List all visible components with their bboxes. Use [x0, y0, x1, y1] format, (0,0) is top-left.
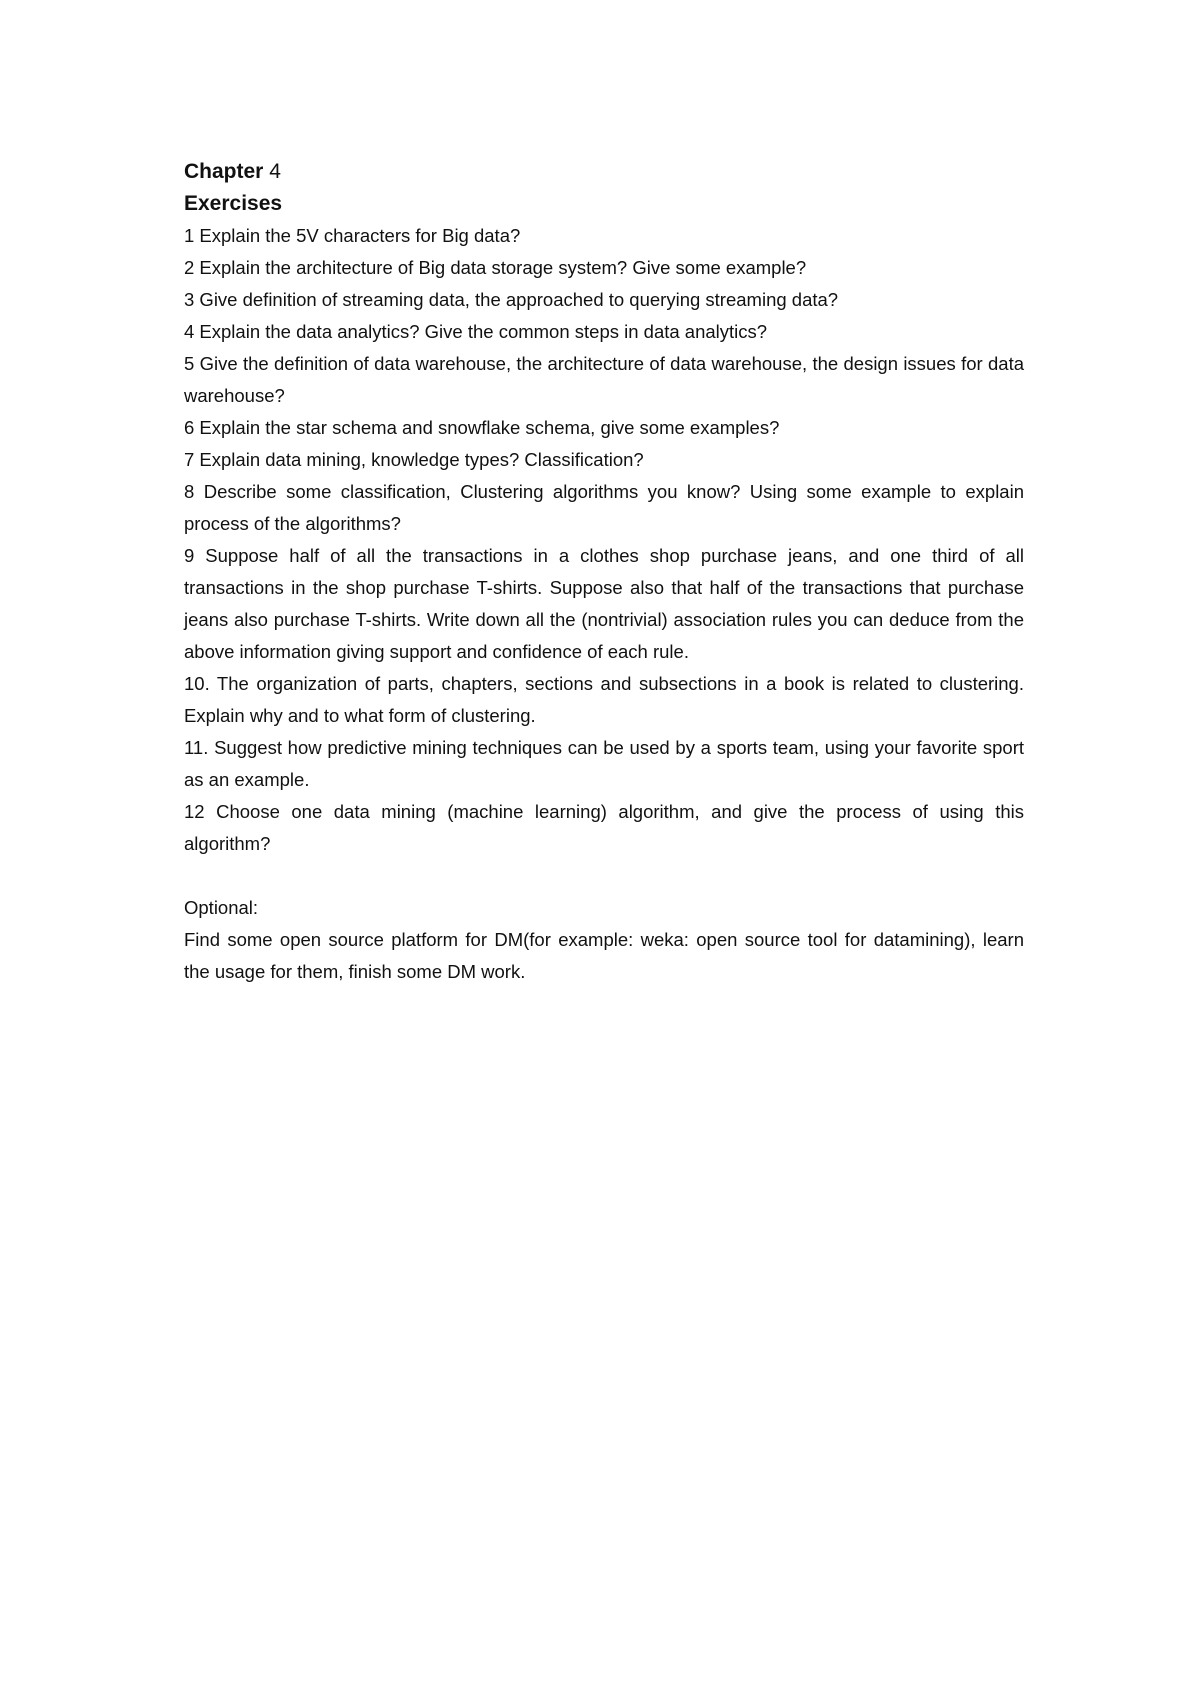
- spacer: [184, 860, 1024, 892]
- exercise-item: 7 Explain data mining, knowledge types? Classification?: [184, 449, 644, 470]
- exercise-item: 1 Explain the 5V characters for Big data?: [184, 225, 521, 246]
- exercise-item: 6 Explain the star schema and snowflake schema, give some examples?: [184, 417, 780, 438]
- chapter-heading: [184, 156, 1024, 188]
- chapter-number: 4: [269, 160, 281, 183]
- exercise-item: 3 Give definition of streaming data, the approached to querying streaming data?: [184, 289, 839, 310]
- optional-label: Optional:: [184, 897, 259, 918]
- chapter-word: Chapter: [184, 160, 264, 183]
- document-page: [184, 156, 1024, 988]
- exercise-item: 10. The organization of parts, chapters, sections and subsections in a book is related to clustering. Explain why and to what form of clustering.: [184, 673, 1024, 726]
- exercise-item: 8 Describe some classification, Clustering algorithms you know? Using some example to explain process of the algorithms?: [184, 481, 1024, 534]
- exercise-item: 2 Explain the architecture of Big data storage system? Give some example?: [184, 257, 807, 278]
- exercises-heading: Exercises: [184, 192, 283, 215]
- exercise-item: 12 Choose one data mining (machine learning) algorithm, and give the process of using this algorithm?: [184, 801, 1024, 854]
- exercise-item: 5 Give the definition of data warehouse, the architecture of data warehouse, the design issues for data warehouse?: [184, 353, 1024, 406]
- optional-text: Find some open source platform for DM(for example: weka: open source tool for datamining), learn the usage for them, finish some DM work.: [184, 929, 1024, 982]
- exercise-item: 11. Suggest how predictive mining techniques can be used by a sports team, using your favorite sport as an example.: [184, 737, 1024, 790]
- exercise-item: 9 Suppose half of all the transactions in a clothes shop purchase jeans, and one third of all transactions in the shop purchase T-shirts. Suppose also that half of the transactions that purchase jeans also purchase T-shirts. Write down all the (nontrivial) association rules you can deduce from the above information giving support and confidence of each rule.: [184, 545, 1024, 662]
- exercise-item: 4 Explain the data analytics? Give the common steps in data analytics?: [184, 321, 768, 342]
